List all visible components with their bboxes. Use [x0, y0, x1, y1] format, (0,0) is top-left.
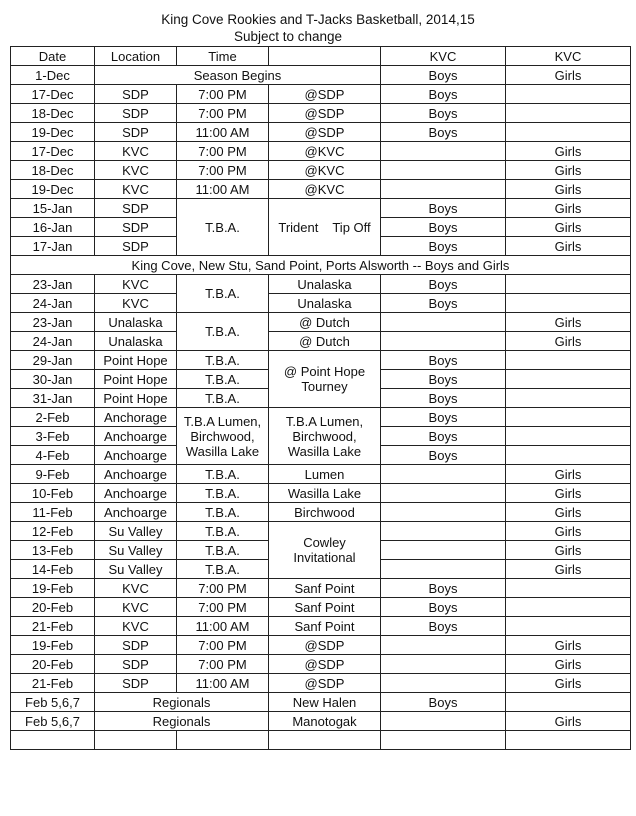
boys-cell: Boys [381, 66, 506, 85]
date-cell: 17-Dec [11, 85, 95, 104]
location-cell: SDP [95, 123, 177, 142]
opponent-cell: Lumen [269, 465, 381, 484]
date-cell: 1-Dec [11, 66, 95, 85]
date-cell: 2-Feb [11, 408, 95, 427]
opponent-cell: Sanf Point [269, 617, 381, 636]
boys-cell: Boys [381, 104, 506, 123]
date-cell: 13-Feb [11, 541, 95, 560]
opponent-cell: @SDP [269, 655, 381, 674]
girls-cell [506, 427, 631, 446]
empty-row [11, 731, 631, 750]
location-cell: SDP [95, 104, 177, 123]
boys-cell: Boys [381, 199, 506, 218]
location-cell: KVC [95, 579, 177, 598]
table-row [11, 465, 631, 484]
time-cell: 11:00 AM [177, 674, 269, 693]
empty-cell [506, 731, 631, 750]
empty-cell [269, 731, 381, 750]
boys-cell [381, 541, 506, 560]
table-row [11, 503, 631, 522]
location-cell: Su Valley [95, 560, 177, 579]
empty-cell [177, 731, 269, 750]
girls-cell [506, 446, 631, 465]
boys-cell [381, 674, 506, 693]
date-cell: 11-Feb [11, 503, 95, 522]
document-title: King Cove Rookies and T-Jacks Basketball, 2014,15 [161, 12, 475, 27]
date-cell: 16-Jan [11, 218, 95, 237]
empty-cell [381, 731, 506, 750]
table-row [11, 674, 631, 693]
table-row [11, 85, 631, 104]
boys-cell: Boys [381, 237, 506, 256]
opponent-cell: @ Dutch [269, 332, 381, 351]
boys-cell [381, 655, 506, 674]
location-cell: Anchorage [95, 408, 177, 427]
opponent-cell: Wasilla Lake [269, 484, 381, 503]
date-cell: 24-Jan [11, 294, 95, 313]
table-row [11, 408, 631, 427]
girls-cell: Girls [506, 541, 631, 560]
opponent-cell: Unalaska [269, 275, 381, 294]
girls-cell [506, 123, 631, 142]
boys-cell: Boys [381, 617, 506, 636]
table-row [11, 104, 631, 123]
boys-cell [381, 712, 506, 731]
location-cell: Anchoarge [95, 503, 177, 522]
location-cell: SDP [95, 636, 177, 655]
boys-cell [381, 522, 506, 541]
time-cell: T.B.A. [177, 465, 269, 484]
opponent-cell: Cowley Invitational [269, 522, 381, 579]
time-cell: 11:00 AM [177, 617, 269, 636]
girls-cell: Girls [506, 484, 631, 503]
header-location: Location [95, 47, 177, 66]
girls-cell [506, 275, 631, 294]
boys-cell: Boys [381, 85, 506, 104]
header-row [11, 47, 631, 66]
opponent-cell: @KVC [269, 180, 381, 199]
girls-cell [506, 351, 631, 370]
date-cell: 17-Dec [11, 142, 95, 161]
boys-cell: Boys [381, 389, 506, 408]
boys-cell: Boys [381, 351, 506, 370]
trident-label: Trident [278, 219, 319, 235]
girls-cell: Girls [506, 332, 631, 351]
boys-cell [381, 465, 506, 484]
opponent-cell: Manotogak [269, 712, 381, 731]
boys-cell [381, 560, 506, 579]
empty-cell [95, 731, 177, 750]
location-cell: Point Hope [95, 370, 177, 389]
girls-cell: Girls [506, 218, 631, 237]
time-cell: T.B.A. [177, 389, 269, 408]
table-row [11, 522, 631, 541]
boys-cell: Boys [381, 123, 506, 142]
time-cell: T.B.A. [177, 484, 269, 503]
girls-cell: Girls [506, 560, 631, 579]
girls-cell: Girls [506, 655, 631, 674]
girls-cell [506, 389, 631, 408]
boys-cell [381, 332, 506, 351]
girls-cell [506, 85, 631, 104]
table-row [11, 275, 631, 294]
girls-cell [506, 693, 631, 712]
girls-cell [506, 294, 631, 313]
header-kvc-girls: KVC [506, 47, 631, 66]
table-row [11, 693, 631, 712]
table-row [11, 332, 631, 351]
time-cell: 7:00 PM [177, 85, 269, 104]
table-row [11, 123, 631, 142]
time-cell: 11:00 AM [177, 180, 269, 199]
header-opponent [269, 47, 381, 66]
location-cell: SDP [95, 85, 177, 104]
table-row [11, 161, 631, 180]
time-cell: 7:00 PM [177, 636, 269, 655]
girls-cell: Girls [506, 199, 631, 218]
girls-cell: Girls [506, 465, 631, 484]
date-cell: 31-Jan [11, 389, 95, 408]
table-row [11, 313, 631, 332]
time-cell: T.B.A. [177, 370, 269, 389]
opponent-cell: Sanf Point [269, 598, 381, 617]
time-cell: T.B.A. [177, 560, 269, 579]
location-cell: SDP [95, 237, 177, 256]
boys-cell: Boys [381, 275, 506, 294]
table-row [11, 484, 631, 503]
location-cell: SDP [95, 674, 177, 693]
girls-cell: Girls [506, 636, 631, 655]
opponent-cell: T.B.A Lumen, Birchwood, Wasilla Lake [269, 408, 381, 465]
date-cell: 4-Feb [11, 446, 95, 465]
opponent-cell: Unalaska [269, 294, 381, 313]
location-cell: Anchoarge [95, 446, 177, 465]
location-cell: KVC [95, 294, 177, 313]
table-row [11, 66, 631, 85]
location-cell: Unalaska [95, 313, 177, 332]
date-cell: 24-Jan [11, 332, 95, 351]
opponent-cell: Birchwood [269, 503, 381, 522]
opponent-cell: @SDP [269, 85, 381, 104]
time-cell: 7:00 PM [177, 579, 269, 598]
table-row [11, 598, 631, 617]
time-cell: T.B.A. [177, 313, 269, 351]
time-cell: 11:00 AM [177, 123, 269, 142]
date-cell: 15-Jan [11, 199, 95, 218]
boys-cell: Boys [381, 408, 506, 427]
location-cell: Anchoarge [95, 427, 177, 446]
opponent-cell: @SDP [269, 104, 381, 123]
season-begins-banner: Season Begins [95, 66, 381, 85]
table-row [11, 617, 631, 636]
girls-cell: Girls [506, 161, 631, 180]
date-cell: 12-Feb [11, 522, 95, 541]
girls-cell [506, 104, 631, 123]
girls-cell: Girls [506, 142, 631, 161]
location-cell: SDP [95, 218, 177, 237]
opponent-cell: Sanf Point [269, 579, 381, 598]
opponent-cell: @SDP [269, 123, 381, 142]
time-cell: 7:00 PM [177, 655, 269, 674]
date-cell: 18-Dec [11, 104, 95, 123]
time-cell: T.B.A. [177, 199, 269, 256]
opponent-cell: @SDP [269, 674, 381, 693]
section-subheading: King Cove, New Stu, Sand Point, Ports Alsworth -- Boys and Girls [11, 256, 631, 275]
girls-cell [506, 408, 631, 427]
time-cell: T.B.A Lumen, Birchwood, Wasilla Lake [177, 408, 269, 465]
location-cell: Regionals [95, 712, 269, 731]
date-cell: Feb 5,6,7 [11, 693, 95, 712]
opponent-cell [269, 199, 381, 256]
girls-cell: Girls [506, 503, 631, 522]
table-row [11, 351, 631, 370]
time-cell: T.B.A. [177, 503, 269, 522]
time-cell: T.B.A. [177, 275, 269, 313]
location-cell: Anchoarge [95, 484, 177, 503]
girls-cell: Girls [506, 522, 631, 541]
boys-cell: Boys [381, 693, 506, 712]
table-row [11, 655, 631, 674]
boys-cell [381, 142, 506, 161]
girls-cell: Girls [506, 313, 631, 332]
girls-cell [506, 370, 631, 389]
header-kvc-boys: KVC [381, 47, 506, 66]
opponent-cell: @KVC [269, 142, 381, 161]
boys-cell: Boys [381, 446, 506, 465]
table-row [11, 256, 631, 275]
location-cell: SDP [95, 655, 177, 674]
header-time: Time [177, 47, 269, 66]
header-date: Date [11, 47, 95, 66]
opponent-cell: @ Dutch [269, 313, 381, 332]
location-cell: Point Hope [95, 389, 177, 408]
table-row [11, 180, 631, 199]
date-cell: 29-Jan [11, 351, 95, 370]
document-subtitle: Subject to change [233, 29, 343, 44]
boys-cell [381, 636, 506, 655]
girls-cell [506, 579, 631, 598]
boys-cell: Boys [381, 598, 506, 617]
location-cell: Regionals [95, 693, 269, 712]
date-cell: 21-Feb [11, 674, 95, 693]
location-cell: KVC [95, 180, 177, 199]
girls-cell: Girls [506, 66, 631, 85]
boys-cell [381, 503, 506, 522]
location-cell: Unalaska [95, 332, 177, 351]
empty-cell [11, 731, 95, 750]
boys-cell: Boys [381, 370, 506, 389]
date-cell: 3-Feb [11, 427, 95, 446]
location-cell: Point Hope [95, 351, 177, 370]
location-cell: SDP [95, 199, 177, 218]
table-row [11, 199, 631, 218]
boys-cell [381, 313, 506, 332]
opponent-cell: New Halen [269, 693, 381, 712]
tip-off-label: Tip Off [332, 219, 371, 235]
opponent-cell: @SDP [269, 636, 381, 655]
date-cell: 14-Feb [11, 560, 95, 579]
date-cell: 10-Feb [11, 484, 95, 503]
boys-cell [381, 180, 506, 199]
table-row [11, 636, 631, 655]
girls-cell: Girls [506, 712, 631, 731]
date-cell: 20-Feb [11, 655, 95, 674]
boys-cell [381, 161, 506, 180]
girls-cell: Girls [506, 180, 631, 199]
schedule-table [10, 46, 631, 750]
girls-cell [506, 617, 631, 636]
date-cell: 18-Dec [11, 161, 95, 180]
date-cell: 17-Jan [11, 237, 95, 256]
location-cell: KVC [95, 598, 177, 617]
date-cell: 20-Feb [11, 598, 95, 617]
time-cell: 7:00 PM [177, 598, 269, 617]
opponent-cell: @KVC [269, 161, 381, 180]
date-cell: 19-Dec [11, 180, 95, 199]
location-cell: KVC [95, 161, 177, 180]
girls-cell: Girls [506, 237, 631, 256]
date-cell: 21-Feb [11, 617, 95, 636]
girls-cell [506, 598, 631, 617]
table-row [11, 142, 631, 161]
date-cell: 23-Jan [11, 275, 95, 294]
location-cell: KVC [95, 275, 177, 294]
time-cell: 7:00 PM [177, 104, 269, 123]
table-row [11, 294, 631, 313]
date-cell: 19-Dec [11, 123, 95, 142]
girls-cell: Girls [506, 674, 631, 693]
time-cell: 7:00 PM [177, 142, 269, 161]
date-cell: Feb 5,6,7 [11, 712, 95, 731]
table-row [11, 712, 631, 731]
time-cell: T.B.A. [177, 541, 269, 560]
location-cell: Anchoarge [95, 465, 177, 484]
date-cell: 9-Feb [11, 465, 95, 484]
table-row [11, 579, 631, 598]
boys-cell: Boys [381, 218, 506, 237]
time-cell: 7:00 PM [177, 161, 269, 180]
date-cell: 30-Jan [11, 370, 95, 389]
boys-cell [381, 484, 506, 503]
time-cell: T.B.A. [177, 351, 269, 370]
opponent-cell: @ Point Hope Tourney [269, 351, 381, 408]
boys-cell: Boys [381, 579, 506, 598]
location-cell: KVC [95, 142, 177, 161]
date-cell: 23-Jan [11, 313, 95, 332]
location-cell: KVC [95, 617, 177, 636]
location-cell: Su Valley [95, 541, 177, 560]
date-cell: 19-Feb [11, 579, 95, 598]
location-cell: Su Valley [95, 522, 177, 541]
time-cell: T.B.A. [177, 522, 269, 541]
boys-cell: Boys [381, 427, 506, 446]
boys-cell: Boys [381, 294, 506, 313]
date-cell: 19-Feb [11, 636, 95, 655]
